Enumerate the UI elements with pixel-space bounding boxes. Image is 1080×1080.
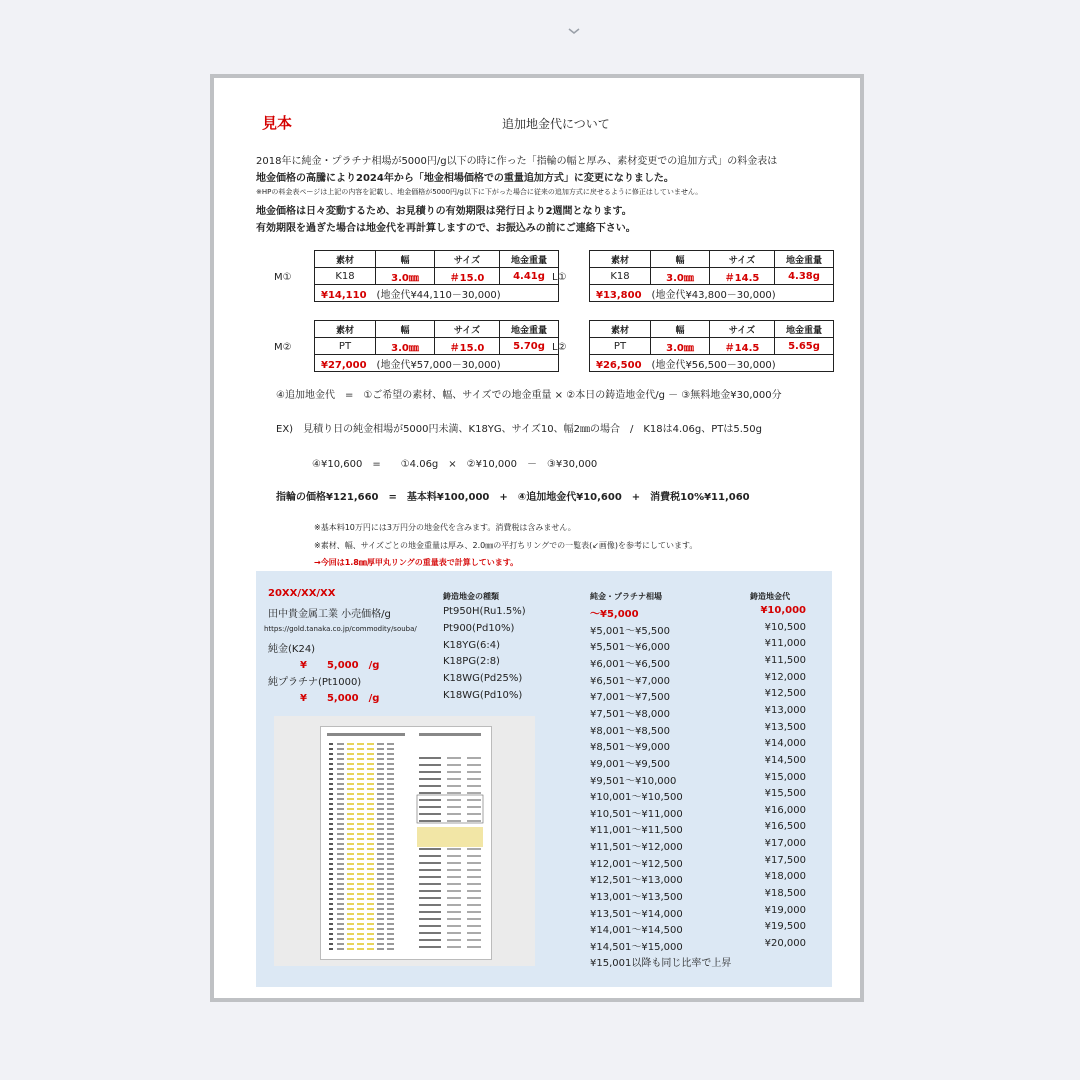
spec-header-cell: サイズ	[435, 251, 500, 268]
spec-header-cell: 素材	[590, 251, 651, 268]
spec-calc: (地金代¥56,500－30,000)	[651, 359, 776, 371]
platinum-label: 純プラチナ(Pt1000)	[268, 677, 362, 688]
sample-label: 見本	[262, 114, 293, 132]
price-value: ¥17,000	[764, 838, 806, 850]
spec-price: ¥14,110	[321, 289, 367, 301]
price-value: ¥14,000	[764, 738, 806, 750]
price-value: ¥13,000	[764, 704, 806, 716]
price-value: ¥11,500	[764, 654, 806, 666]
spec-table	[589, 250, 834, 302]
price-header-price: 鋳造地金代	[750, 592, 790, 601]
spec-calc: (地金代¥44,110－30,000)	[376, 289, 501, 301]
spec-header-cell: 幅	[651, 251, 710, 268]
price-range: ¥10,001～¥10,500	[590, 792, 683, 804]
spec-table	[314, 250, 559, 302]
document-page	[210, 74, 864, 1002]
price-range: ¥13,001～¥13,500	[590, 892, 683, 904]
market-date: 20XX/XX/XX	[268, 588, 336, 599]
market-panel	[256, 571, 832, 987]
spec-material: K18	[590, 268, 651, 285]
price-range: ¥10,501～¥11,000	[590, 808, 683, 820]
price-value: ¥15,500	[764, 788, 806, 800]
price-range: ¥9,001～¥9,500	[590, 758, 670, 770]
price-range: ¥5,501～¥6,000	[590, 642, 670, 654]
price-value: ¥19,500	[764, 921, 806, 933]
price-value: ¥11,000	[764, 638, 806, 650]
price-range: ～¥5,000	[590, 609, 639, 620]
spec-size: ＃15.0	[435, 338, 500, 355]
spec-width: 3.0㎜	[376, 268, 435, 285]
spec-size: ＃14.5	[710, 268, 775, 285]
spec-header-cell: サイズ	[710, 321, 775, 338]
price-range: ¥6,001～¥6,500	[590, 658, 670, 670]
intro-note: ※HPの料金表ページは上記の内容を記載し、地金価格が5000円/g以下に下がった場合に従来の追加方式に戻せるように修正はしていません。	[256, 188, 703, 196]
price-value: ¥15,000	[764, 771, 806, 783]
spec-header-cell: 地金重量	[500, 251, 559, 268]
price-range: ¥12,001～¥12,500	[590, 858, 683, 870]
spec-price-row	[315, 285, 559, 302]
spec-weight: 4.38g	[775, 268, 834, 285]
price-range: ¥8,501～¥9,000	[590, 742, 670, 754]
price-value: ¥18,500	[764, 888, 806, 900]
spec-label: M①	[274, 272, 292, 283]
spec-price: ¥27,000	[321, 359, 367, 371]
example-line: EX) 見積り日の純金相場が5000円未満、K18YG、サイズ10、幅2㎜の場合 / K18は4.06g、PTは5.50g	[276, 424, 762, 435]
spec-header-cell: 素材	[315, 321, 376, 338]
spec-weight: 5.70g	[500, 338, 559, 355]
price-range: ¥11,001～¥11,500	[590, 825, 683, 837]
price-range: ¥9,501～¥10,000	[590, 775, 677, 787]
spec-header-cell: 幅	[376, 251, 435, 268]
market-source: 田中貴金属工業 小売価格/g	[268, 609, 391, 620]
spec-header-cell: 幅	[376, 321, 435, 338]
spec-header-cell: 素材	[590, 321, 651, 338]
intro-line-1: 2018年に純金・プラチナ相場が5000円/g以下の時に作った「指輪の幅と厚み、素材変更での追加方式」の料金表は	[256, 156, 778, 167]
spec-price-row	[315, 355, 559, 372]
spec-size: ＃14.5	[710, 338, 775, 355]
price-range: ¥5,001～¥5,500	[590, 625, 670, 637]
price-table-footer: ¥15,001以降も同じ比率で上昇	[590, 958, 732, 969]
price-value: ¥19,000	[764, 904, 806, 916]
alloy-item: K18PG(2:8)	[443, 656, 500, 668]
spec-weight: 4.41g	[500, 268, 559, 285]
note-2: ※素材、幅、サイズごとの地金重量は厚み、2.0㎜の平打ちリングでの一覧表(↙画像)を参考にしています。	[314, 541, 698, 550]
spec-size: ＃15.0	[435, 268, 500, 285]
weight-table-thumbnail	[320, 726, 492, 960]
price-range: ¥6,501～¥7,000	[590, 675, 670, 687]
chevron-down-icon	[568, 28, 580, 34]
gold-label: 純金(K24)	[268, 644, 316, 655]
price-value: ¥12,000	[764, 671, 806, 683]
spec-price: ¥13,800	[596, 289, 642, 301]
weight-table-thumbnail-graphic	[321, 727, 491, 959]
spec-header-cell: 幅	[651, 321, 710, 338]
ring-total: 指輪の価格¥121,660 = 基本料¥100,000 + ④追加地金代¥10,600 + 消費税10%¥11,060	[276, 492, 750, 503]
alloy-item: Pt900(Pd10%)	[443, 622, 515, 634]
spec-calc: (地金代¥57,000－30,000)	[376, 359, 501, 371]
spec-header-cell: 素材	[315, 251, 376, 268]
spec-table	[314, 320, 559, 372]
alloy-item: Pt950H(Ru1.5%)	[443, 606, 526, 617]
spec-width: 3.0㎜	[376, 338, 435, 355]
gold-price: ¥ 5,000 /g	[300, 660, 380, 671]
intro-line-5: 有効期限を過ぎた場合は地金代を再計算しますので、お振込みの前にご連絡下さい。	[256, 223, 636, 234]
intro-line-2: 地金価格の高騰により2024年から「地金相場価格での重量追加方式」に変更になりました。	[256, 173, 674, 184]
price-value: ¥10,000	[760, 605, 806, 616]
spec-material: PT	[315, 338, 376, 355]
intro-line-4: 地金価格は日々変動するため、お見積りの有効期限は発行日より2週間となります。	[256, 206, 632, 217]
spec-header-cell: サイズ	[435, 321, 500, 338]
spec-price: ¥26,500	[596, 359, 642, 371]
note-1: ※基本料10万円には3万円分の地金代を含みます。消費税は含みません。	[314, 523, 576, 532]
spec-label: L②	[552, 342, 567, 353]
price-range: ¥14,501～¥15,000	[590, 942, 683, 953]
example-calc: ④¥10,600 = ①4.06g × ②¥10,000 － ③¥30,000	[312, 459, 598, 470]
alloy-item: K18YG(6:4)	[443, 639, 501, 651]
platinum-price: ¥ 5,000 /g	[300, 693, 380, 704]
spec-price-row	[590, 355, 834, 372]
market-url[interactable]: https://gold.tanaka.co.jp/commodity/souba/	[264, 625, 417, 633]
price-range: ¥11,501～¥12,000	[590, 842, 683, 854]
price-range: ¥14,001～¥14,500	[590, 925, 683, 937]
alloy-item: K18WG(Pd10%)	[443, 690, 523, 701]
price-range: ¥7,001～¥7,500	[590, 692, 670, 704]
price-value: ¥12,500	[764, 688, 806, 700]
spec-header-cell: 地金重量	[500, 321, 559, 338]
spec-calc: (地金代¥43,800－30,000)	[651, 289, 776, 301]
price-header-range: 純金・プラチナ相場	[590, 592, 662, 601]
spec-material: K18	[315, 268, 376, 285]
price-value: ¥13,500	[764, 721, 806, 733]
price-value: ¥16,500	[764, 821, 806, 833]
price-range: ¥12,501～¥13,000	[590, 875, 683, 887]
price-value: ¥20,000	[764, 938, 806, 949]
spec-width: 3.0㎜	[651, 338, 710, 355]
spec-width: 3.0㎜	[651, 268, 710, 285]
spec-table	[589, 320, 834, 372]
weight-table-image	[274, 716, 535, 966]
price-range: ¥8,001～¥8,500	[590, 725, 670, 737]
alloy-header: 鋳造地金の種類	[443, 592, 499, 601]
price-value: ¥14,500	[764, 754, 806, 766]
page-title: 追加地金代について	[502, 117, 610, 131]
price-value: ¥10,500	[764, 621, 806, 633]
spec-header-cell: 地金重量	[775, 251, 834, 268]
price-range: ¥13,501～¥14,000	[590, 908, 683, 920]
price-value: ¥16,000	[764, 804, 806, 816]
spec-weight: 5.65g	[775, 338, 834, 355]
price-range: ¥7,501～¥8,000	[590, 708, 670, 720]
alloy-item: K18WG(Pd25%)	[443, 673, 523, 685]
spec-label: M②	[274, 342, 292, 353]
price-value: ¥18,000	[764, 871, 806, 883]
spec-header-cell: 地金重量	[775, 321, 834, 338]
spec-price-row	[590, 285, 834, 302]
spec-label: L①	[552, 272, 567, 283]
spec-header-cell: サイズ	[710, 251, 775, 268]
price-value: ¥17,500	[764, 854, 806, 866]
formula-line: ④追加地金代 = ①ご希望の素材、幅、サイズでの地金重量 × ②本日の鋳造地金代/g － ③無料地金¥30,000分	[276, 390, 782, 401]
note-3: →今回は1.8㎜厚甲丸リングの重量表で計算しています。	[314, 558, 519, 567]
spec-material: PT	[590, 338, 651, 355]
